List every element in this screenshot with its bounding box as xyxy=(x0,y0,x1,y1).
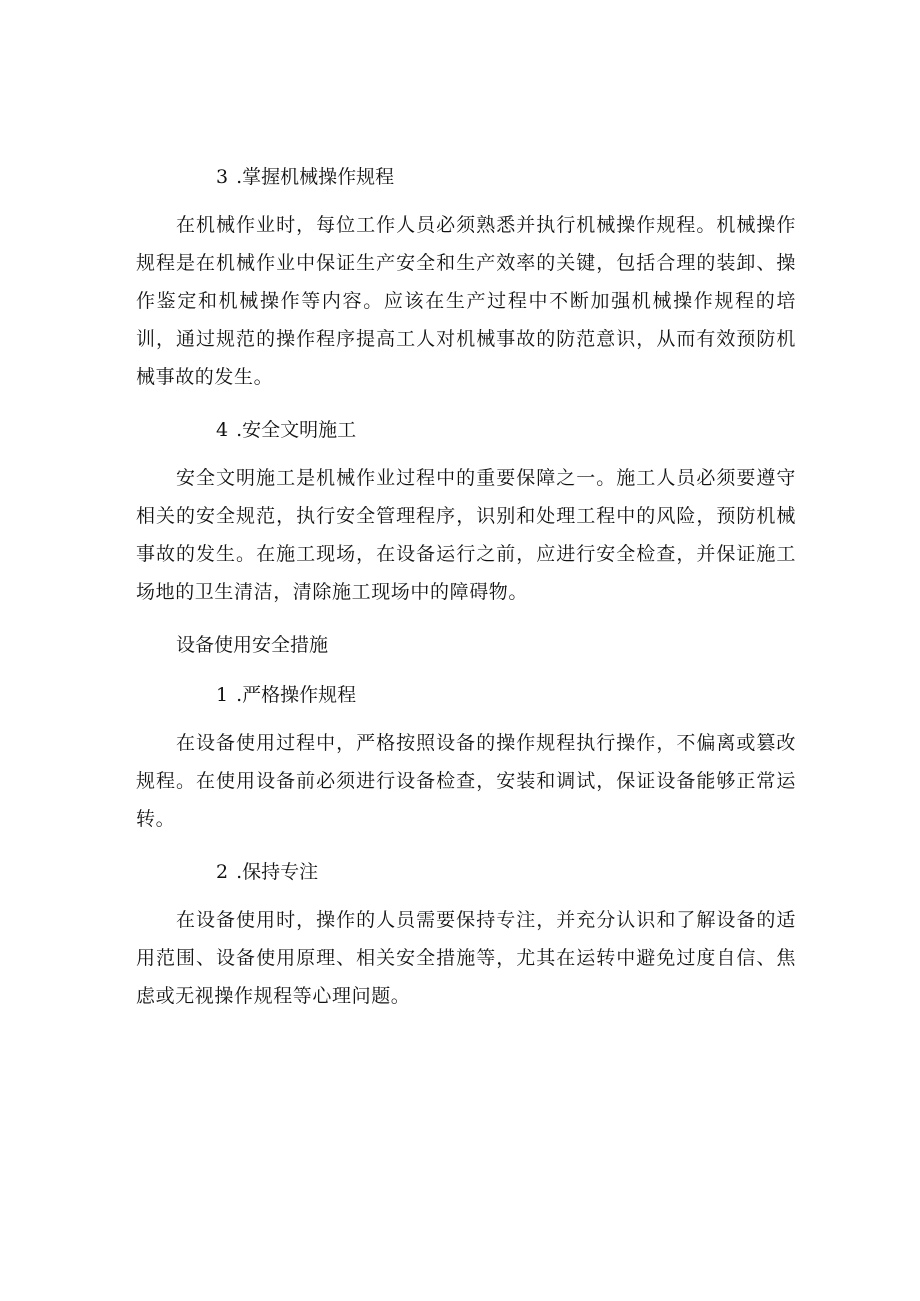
heading-number: 3 xyxy=(216,166,229,188)
subsection-paragraph-2: 在设备使用时，操作的人员需要保持专注，并充分认识和了解设备的适用范围、设备使用原理、相关安全措施等，尤其在运转中避免过度自信、焦虑或无视操作规程等心理问题。 xyxy=(136,909,796,1007)
section-paragraph-4: 安全文明施工是机械作业过程中的重要保障之一。施工人员必须要遵守相关的安全规范，执行安全管理程序，识别和处理工程中的风险，预防机械事故的发生。在施工现场，在设备运行之前，应进行安全检查，并保证施工场地的卫生清洁，清除施工现场中的障碍物。 xyxy=(136,467,796,603)
section-heading-3 xyxy=(136,160,796,194)
heading-text: .严格操作规程 xyxy=(236,684,357,706)
subsection-heading-1 xyxy=(136,678,796,712)
heading-text: .掌握机械操作规程 xyxy=(236,166,395,188)
subtitle-equipment-safety: 设备使用安全措施 xyxy=(176,634,329,656)
subsection-paragraph-1: 在设备使用过程中，严格按照设备的操作规程执行操作，不偏离或篡改规程。在使用设备前必须进行设备检查，安装和调试，保证设备能够正常运转。 xyxy=(136,732,796,830)
subsection-heading-2 xyxy=(136,855,796,889)
section-paragraph-3: 在机械作业时，每位工作人员必须熟悉并执行机械操作规程。机械操作规程是在机械作业中保证生产安全和生产效率的关键，包括合理的装卸、操作鉴定和机械操作等内容。应该在生产过程中不断加强机械操作规程的培训，通过规范的操作程序提高工人对机械事故的防范意识，从而有效预防机械事故的发生。 xyxy=(136,214,796,388)
heading-number: 2 xyxy=(216,861,229,883)
heading-number: 4 xyxy=(216,419,229,441)
heading-text: .保持专注 xyxy=(236,861,319,883)
heading-number: 1 xyxy=(216,684,229,706)
section-heading-4 xyxy=(136,413,796,447)
heading-text: .安全文明施工 xyxy=(236,419,357,441)
document-body xyxy=(136,160,796,1032)
